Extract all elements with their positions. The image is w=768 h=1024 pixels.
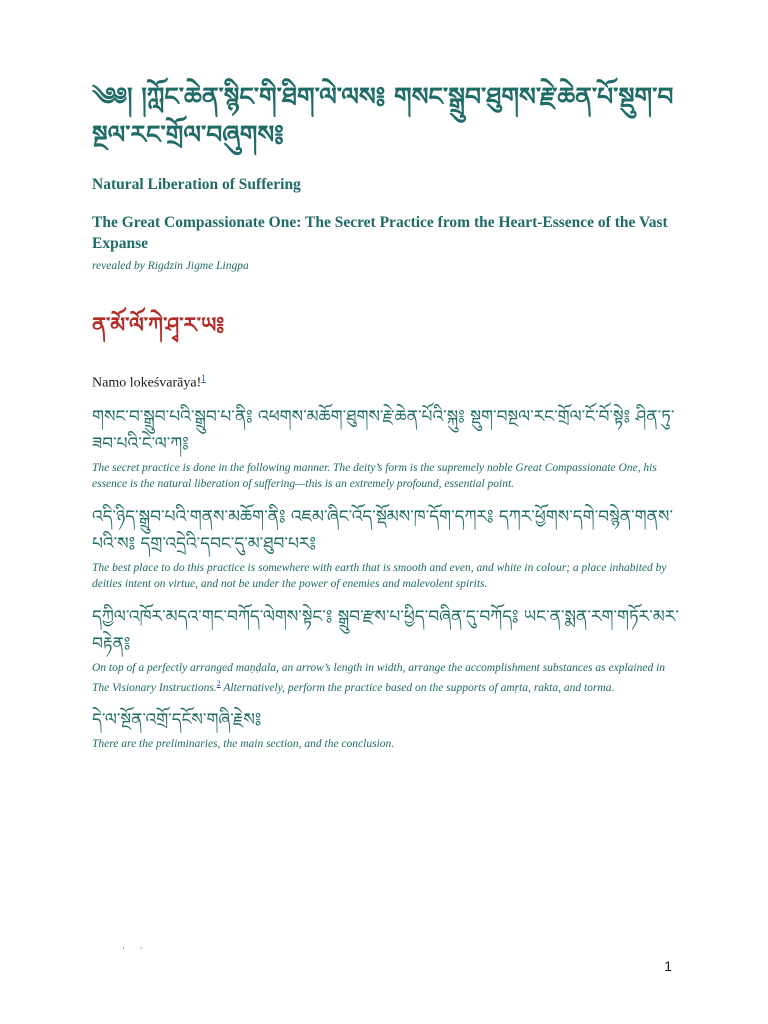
english-translation-4: There are the preliminaries, the main section, and the conclusion. xyxy=(92,738,395,751)
tibetan-verse-4: དེ་ལ་སྔོན་འགྲོ་དངོས་གཞི་རྗེས༔ xyxy=(92,710,262,731)
footnote-link-2[interactable]: 2 xyxy=(216,678,221,688)
tibetan-verse-2: འདི་ཉིད་སྒྲུབ་པའི་གནས་མཆོག་ནི༔ འཇམ་ཞིང་འོད་སྡོམས་ཁ་དོག་དཀར༔ དཀར་ཕྱོགས་དགེ་བསྙེན་གནས་པའི་ས༔ དགྲ་འདྲེའི་དབང་དུ་མ་ཐུབ་པར༔ xyxy=(92,506,673,554)
revealed-by-line: revealed by Rigdzin Jigme Lingpa xyxy=(92,260,249,272)
tibetan-verse-1: གསང་བ་སྒྲུབ་པའི་སྒྲུབ་པ་ནི༔ འཕགས་མཆོག་ཐུགས་རྗེ་ཆེན་པོའི་སྐུ༔ སྡུག་བསྔལ་རང་གྲོལ་ངོ་བོ་སྟེ༔ ཤིན་ཏུ་ཟབ་པའི་ངེ་ལ་ཀ༔ xyxy=(92,406,675,454)
english-translation-1: The secret practice is done in the following manner. The deity’s form is the supremely noble Great Compassionate One, his essence is the natural liberation of suffering—this is an extremely profound, essential point. xyxy=(92,461,657,490)
tibetan-title: ༄༅། །ཀློང་ཆེན་སྙིང་གི་ཐིག་ལེ་ལས༔ གསང་སྒྲུབ་ཐུགས་རྗེ་ཆེན་པོ་སྡུག་བསྔལ་རང་གྲོལ་བཞུགས༔ xyxy=(92,82,674,149)
homage-english-text: Namo lokeśvarāya! xyxy=(92,375,202,391)
tibetan-verse-3: དཀྱིལ་འཁོར་མདའ་གང་བཀོད་ལེགས་སྟེང་༔ སྒྲུབ་རྫས་པ་ཕྱིད་བཞིན་དུ་བཀོད༔ ཡང་ན་སྨན་རག་གཏོར་མར་བརྟེན༔ xyxy=(92,606,679,654)
homage-tibetan: ན་མོ་ལོ་ཀེ་ཤྭ་ར་ཡ༔ xyxy=(92,313,225,337)
page-number: 1 xyxy=(664,958,672,974)
english-translation-3-part-1: On top of a perfectly arranged maṇḍala, an arrow’s length in width, arrange the accomplishment substances as explained in The Visionary Instructions. xyxy=(92,661,666,694)
homage-english xyxy=(92,373,680,392)
english-translation-3 xyxy=(92,660,680,696)
footer-mark: · · xyxy=(122,944,149,954)
english-subtitle: Natural Liberation of Suffering xyxy=(92,176,301,193)
footnote-link-1[interactable]: 1 xyxy=(201,373,206,383)
english-title: The Great Compassionate One: The Secret Practice from the Heart-Essence of the Vast Expanse xyxy=(92,214,668,252)
english-translation-2: The best place to do this practice is somewhere with earth that is smooth and even, and white in colour; a place inhabited by deities intent on virtue, and not be under the power of enemies and malevolent spirits. xyxy=(92,561,667,590)
document-page xyxy=(92,78,680,752)
english-translation-3-part-2: Alternatively, perform the practice based on the supports of amṛta, rakta, and torma. xyxy=(220,681,615,694)
